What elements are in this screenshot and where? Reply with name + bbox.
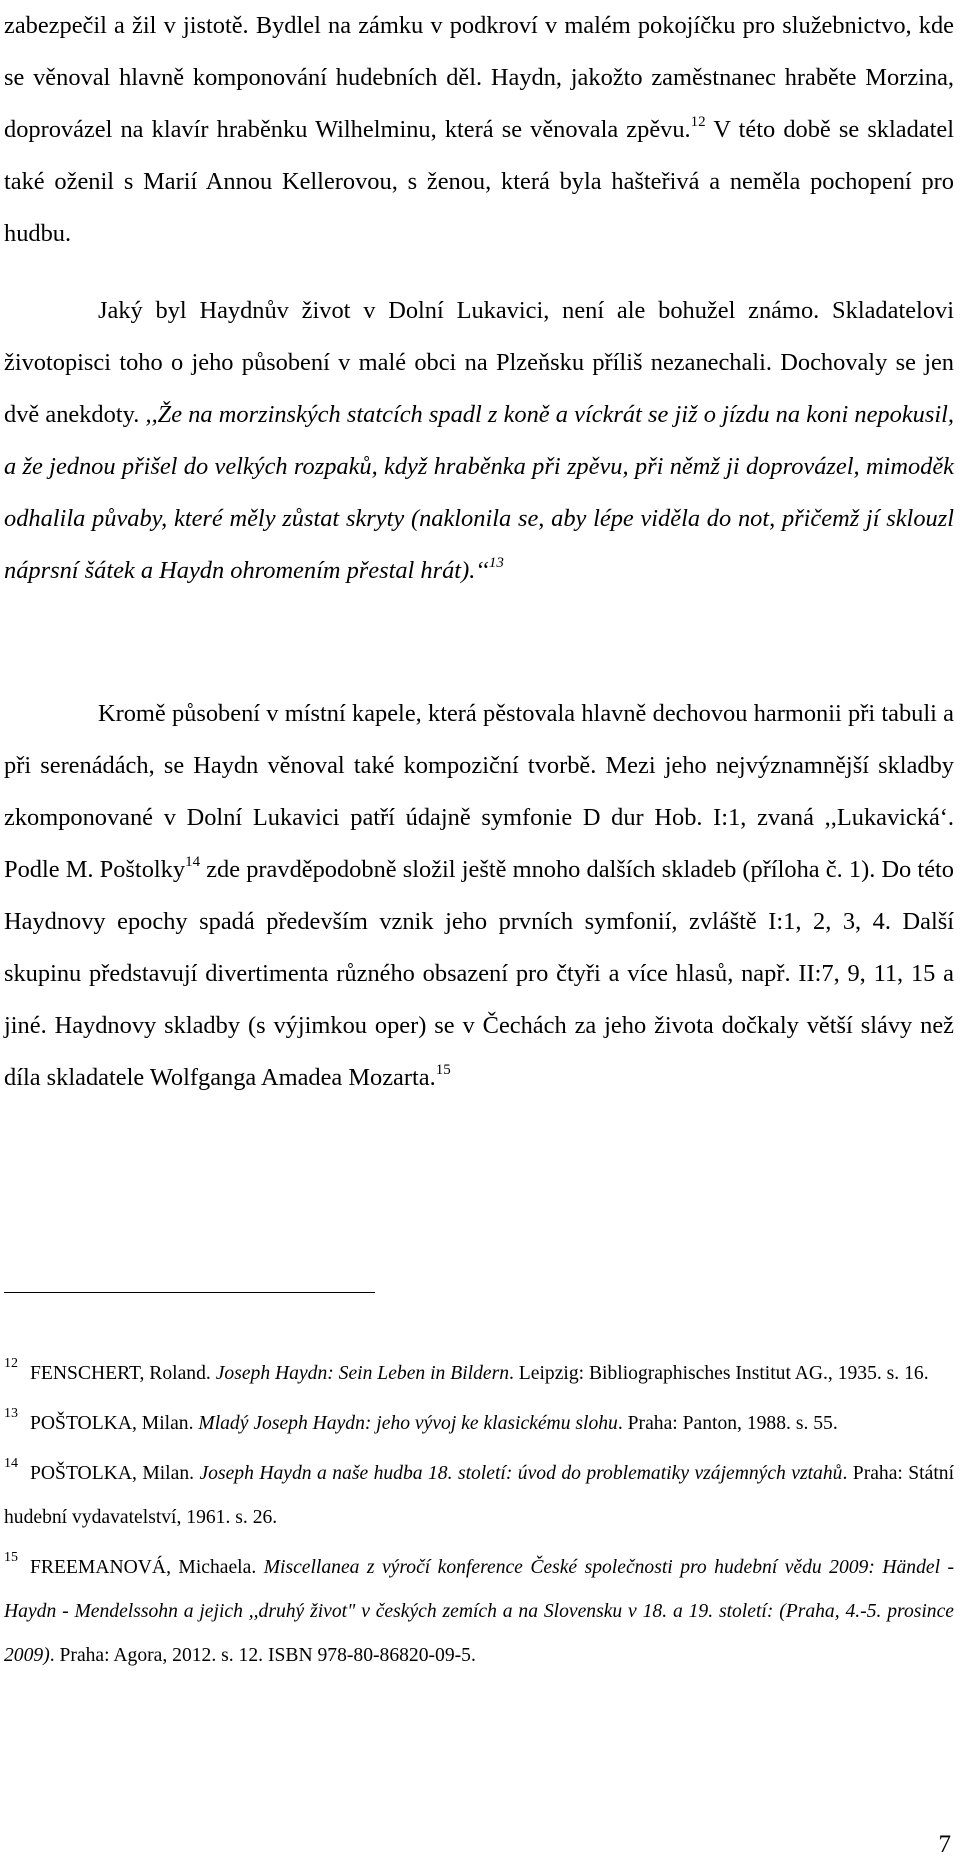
paragraph-3 [4, 688, 954, 1104]
paragraph-text: zde pravděpodobně složil ještě mnoho dalších skladeb (příloha č. 1). Do této Haydnovy epochy spadá především vznik jeho prvních symfonií, zvláště I:1, 2, 3, 4. Další skupinu představují divertimenta různého obsazení pro čtyři a více hlasů, např. II:7, 9, 11, 15 a jiné. Haydnovy skladby (s výjimkou oper) se v Čechách za jeho života dočkaly větší slávy než díla skladatele Wolfganga Amadea Mozarta. [4, 856, 954, 1091]
footnote-title: Joseph Haydn a naše hudba 18. století: úvod do problematiky vzájemných vztahů [199, 1463, 843, 1484]
footnote-author: POŠTOLKA, Milan. [30, 1463, 200, 1484]
footnote-title: Joseph Haydn: Sein Leben in Bildern [215, 1363, 509, 1384]
paragraph-text: V této době se skladatel také oženil s Marií Annou Kellerovou, s ženou, která byla hašteřivá a neměla pochopení pro hudbu. [4, 116, 955, 247]
footnote-ref-13[interactable] [489, 555, 504, 571]
footnote-publication: . Praha: Agora, 2012. s. 12. ISBN 978-80-86820-09-5. [49, 1645, 476, 1666]
footnote-author: POŠTOLKA, Milan. [30, 1413, 199, 1434]
footnote-13 [4, 1402, 954, 1446]
footnote-ref-12[interactable]: 12 [690, 113, 706, 130]
footnote-number: 15 [4, 1550, 18, 1566]
quote-close-mark: ‘‘ [475, 557, 489, 584]
footnote-title: Miscellanea z výročí konference České společnosti pro hudební vědu 2009: Händel - Haydn - Mendelssohn a jejich ,,druhý život" v českých zemích a na Slovensku v 18. a 19. století: (Praha, 4.-5. prosince 2009) [4, 1557, 955, 1666]
footnote-publication: . Leipzig: Bibliographisches Institut AG., 1935. s. 16. [509, 1363, 929, 1384]
footnote-publication: . Praha: Panton, 1988. s. 55. [617, 1413, 838, 1434]
footnote-14 [4, 1452, 954, 1540]
footnote-ref-14[interactable]: 14 [185, 853, 201, 870]
footnote-author: FENSCHERT, Roland. [30, 1363, 216, 1384]
footnotes [4, 1352, 954, 1684]
footnote-ref-13-label: 13 [488, 554, 504, 571]
paragraph-text: Jaký byl Haydnův život v Dolní Lukavici, není ale bohužel známo. Skladatelovi životopisci toho o jeho působení v malé obci na Plzeňsku příliš nezanechali. Dochovaly se jen dvě anekdoty. [4, 297, 954, 428]
anecdote-quote: ,,Že na morzinských statcích spadl z koně a víckrát se již o jízdu na koni nepokusil, a že jednou přišel do velkých rozpaků, když hraběnka při zpěvu, při němž ji doprovázel, mimoděk odhalila půvaby, které měly zůstat skryty (naklonila se, aby lépe viděla do not, přičemž jí sklouzl náprsní šátek a Haydn ohromením přestal hrát). [4, 401, 954, 584]
paragraph-text: zabezpečil a žil v jistotě. Bydlel na zámku v podkroví v malém pokojíčku pro služebnictvo, kde se věnoval hlavně komponování hudebních děl. Haydn, jakožto zaměstnanec hraběte Morzina, doprovázel na klavír hraběnku Wilhelminu, která se věnovala zpěvu. [4, 12, 954, 143]
paragraph-1 [4, 0, 954, 260]
footnote-number: 12 [4, 1356, 18, 1372]
footnote-author: FREEMANOVÁ, Michaela. [30, 1557, 264, 1578]
footnote-15 [4, 1546, 954, 1678]
footnote-number: 14 [4, 1456, 18, 1472]
footnote-title: Mladý Joseph Haydn: jeho vývoj ke klasickému slohu [198, 1413, 618, 1434]
page-number: 7 [938, 1831, 951, 1858]
footnote-12 [4, 1352, 954, 1396]
paragraph-text: Kromě působení v místní kapele, která pěstovala hlavně dechovou harmonii při tabuli a při serenádách, se Haydn věnoval také kompoziční tvorbě. Mezi jeho nejvýznamnější skladby zkomponované v Dolní Lukavici patří údajně symfonie D dur Hob. I:1, zvaná ,,Lukavická‘. Podle M. Poštolky [4, 700, 954, 883]
footnote-ref-15[interactable]: 15 [435, 1061, 451, 1078]
footnote-publication: . Praha: Státní hudební vydavatelství, 1961. s. 26. [4, 1463, 955, 1528]
footnote-number: 13 [4, 1406, 18, 1422]
footnote-separator [4, 1292, 375, 1293]
paragraph-2 [4, 285, 954, 597]
